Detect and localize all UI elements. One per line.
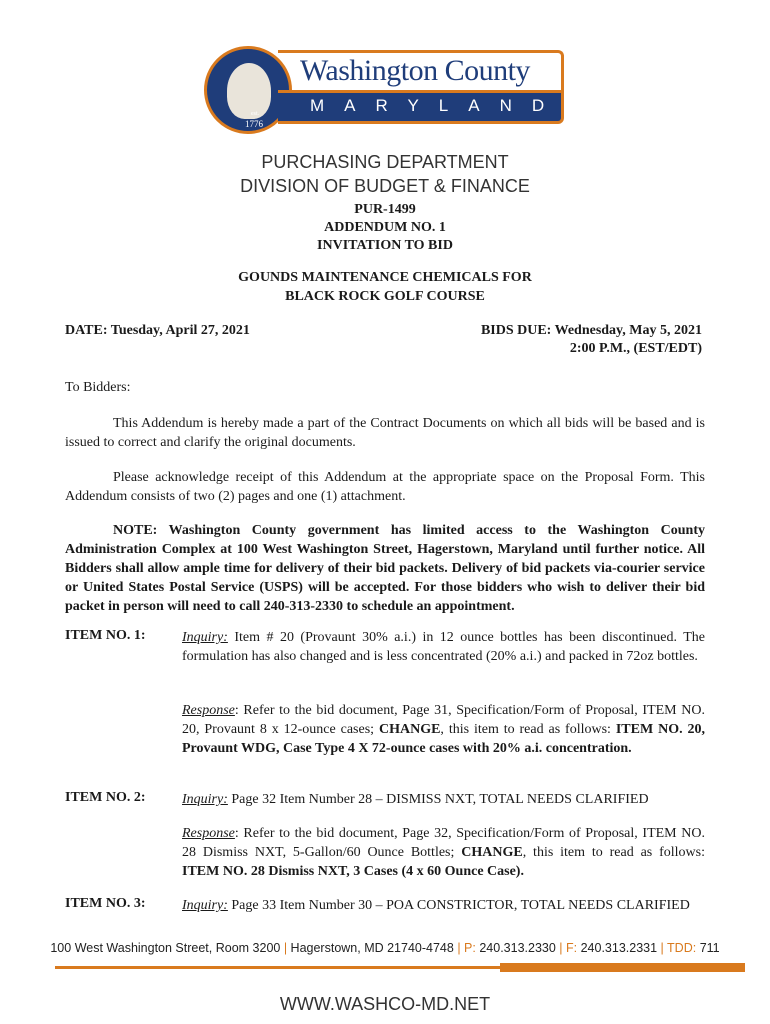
footer-separator: |	[660, 941, 664, 955]
footer-address	[0, 941, 770, 955]
paragraph-acknowledge: Please acknowledge receipt of this Addendum at the appropriate space on the Proposal Form. This Addendum consists of two (2) pages and one (1) attachment.	[65, 470, 705, 504]
footer-divider-accent	[500, 963, 745, 972]
response-change-text: ITEM NO. 28 Dismiss NXT, 3 Cases (4 x 60 Ounce Case).	[182, 864, 524, 879]
footer-website[interactable]: WWW.WASHCO-MD.NET	[279, 994, 491, 1014]
footer-street: 100 West Washington Street, Room 3200	[50, 941, 284, 955]
footer-separator: |	[457, 941, 461, 955]
response-mid: , this item to read as follows:	[440, 722, 616, 737]
washington-portrait-icon	[227, 63, 271, 119]
seal-est: est.	[251, 111, 260, 117]
paragraph-purpose: This Addendum is hereby made a part of the Contract Documents on which all bids will be based and is issued to correct and clarify the original documents.	[65, 416, 705, 450]
addendum-number: ADDENDUM NO. 1	[324, 220, 446, 235]
footer-phone-tag: P:	[460, 941, 476, 955]
footer-phone: 240.313.2330	[475, 941, 560, 955]
response-tag: Response	[182, 703, 235, 718]
footer-tdd-tag: TDD:	[663, 941, 697, 955]
department-name: PURCHASING DEPARTMENT	[261, 152, 509, 172]
inquiry-tag: Inquiry:	[182, 792, 228, 807]
item-1-response	[182, 701, 705, 758]
response-change-text: ITEM NO. 20, Provaunt WDG, Case Type 4 X 72-ounce cases with 20% a.i. concentration.	[182, 722, 705, 756]
bids-due-time: 2:00 P.M., (EST/EDT)	[569, 341, 702, 356]
item-1-label: ITEM NO. 1:	[65, 628, 146, 643]
change-keyword: CHANGE	[461, 845, 523, 860]
notice-paragraph: NOTE: Washington County government has limited access to the Washington County Administration Complex at 100 West Washington Street, Hagerstown, Maryland until further notice. All Bidders shall allow ample time for delivery of their bid packets. Delivery of bid packets via-courier service or United States Postal Service (USPS) will be accepted. For those bidders who wish to deliver their bid packet in person will need to call 240-313-2330 to schedule an appointment.	[65, 523, 705, 614]
response-mid: , this item to read as follows:	[522, 845, 705, 860]
footer-city: Hagerstown, MD 21740-4748	[287, 941, 458, 955]
item-2-label: ITEM NO. 2:	[65, 790, 146, 805]
inquiry-text: Item # 20 (Provaunt 30% a.i.) in 12 ounce bottles has been discontinued. The formulation has also changed and is less concentrated (20% a.i.) and packed in 72oz bottles.	[182, 630, 705, 664]
inquiry-text: Page 32 Item Number 28 – DISMISS NXT, TOTAL NEEDS CLARIFIED	[227, 792, 649, 807]
inquiry-tag: Inquiry:	[182, 630, 228, 645]
item-3-label: ITEM NO. 3:	[65, 896, 146, 911]
footer-separator: |	[283, 941, 288, 955]
bid-title-line2: BLACK ROCK GOLF COURSE	[285, 289, 485, 304]
logo-county-name: Washington County	[300, 54, 530, 87]
item-1-inquiry	[182, 628, 705, 666]
item-3-inquiry	[182, 896, 705, 915]
county-logo	[200, 36, 570, 140]
salutation: To Bidders:	[65, 380, 131, 395]
footer-fax: 240.313.2331	[577, 941, 661, 955]
footer-tdd: 711	[696, 941, 720, 955]
response-text: : Refer to the bid document, Page 32, Specification/Form of Proposal, ITEM NO. 28 Dismiss NXT, 5-Gallon/60 Ounce Bottles;	[182, 826, 705, 860]
item-2-response	[182, 824, 705, 881]
inquiry-text: Page 33 Item Number 30 – POA CONSTRICTOR, TOTAL NEEDS CLARIFIED	[227, 898, 690, 913]
bid-title-line1: GOUNDS MAINTENANCE CHEMICALS FOR	[238, 270, 532, 285]
footer-separator: |	[559, 941, 563, 955]
seal-year: 1776	[245, 119, 263, 129]
bids-due-date: BIDS DUE: Wednesday, May 5, 2021	[480, 323, 702, 338]
invitation-heading: INVITATION TO BID	[317, 238, 453, 253]
response-text: : Refer to the bid document, Page 31, Specification/Form of Proposal, ITEM NO. 20, Provaunt 8 x 12-ounce cases;	[182, 703, 705, 737]
division-name: DIVISION OF BUDGET & FINANCE	[240, 176, 530, 196]
footer-fax-tag: F:	[562, 941, 578, 955]
logo-state: MARYLAND	[310, 96, 565, 115]
issue-date: DATE: Tuesday, April 27, 2021	[65, 323, 250, 338]
inquiry-tag: Inquiry:	[182, 898, 228, 913]
pur-number: PUR-1499	[354, 202, 416, 217]
response-tag: Response	[182, 826, 235, 841]
change-keyword: CHANGE	[378, 722, 441, 737]
item-2-inquiry	[182, 790, 705, 809]
